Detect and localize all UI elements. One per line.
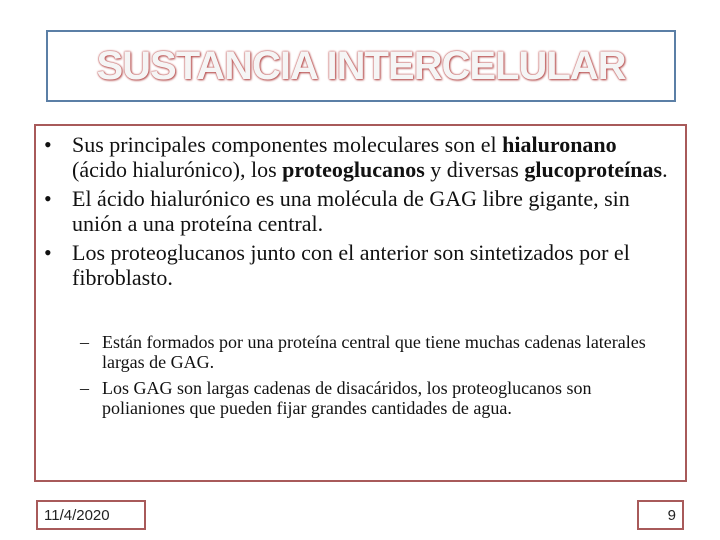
bullet-text-part: . [662, 157, 668, 182]
bullet-text: El ácido hialurónico es una molécula de GAG libre gigante, sin unión a una proteína central. [72, 186, 630, 236]
subbullet-list [80, 332, 670, 424]
bullet-marker: • [44, 186, 52, 211]
dash-marker: – [80, 378, 89, 398]
bullet-text: Los proteoglucanos junto con el anterior son sintetizados por el fibroblasto. [72, 240, 630, 290]
subbullet-item-1 [80, 332, 670, 372]
bullet-item-2 [44, 186, 676, 236]
bold-term-proteoglucanos: proteoglucanos [282, 157, 425, 182]
subbullet-text: Están formados por una proteína central que tiene muchas cadenas laterales largas de GAG. [102, 332, 646, 372]
subbullet-item-2 [80, 378, 670, 418]
bullet-marker: • [44, 132, 52, 157]
bullet-item-1 [44, 132, 676, 182]
dash-marker: – [80, 332, 89, 352]
subbullet-text: Los GAG son largas cadenas de disacáridos, los proteoglucanos son polianiones que pueden fijar grandes cantidades de agua. [102, 378, 592, 418]
content-box [34, 124, 687, 482]
bullet-list [44, 132, 676, 294]
bullet-text-part: (ácido hialurónico), los [72, 157, 283, 182]
bullet-text-part: y diversas [424, 157, 525, 182]
slide-title: SUSTANCIA INTERCELULAR [96, 43, 626, 88]
bold-term-hialuronano: hialuronano [502, 132, 617, 157]
bullet-marker: • [44, 240, 52, 265]
title-box [46, 30, 676, 102]
footer-date: 11/4/2020 [36, 500, 146, 530]
bullet-text-part: Sus principales componentes moleculares son el [72, 132, 503, 157]
bold-term-glucoproteinas: glucoproteínas [524, 157, 663, 182]
page-number: 9 [637, 500, 684, 530]
bullet-item-3 [44, 240, 676, 290]
